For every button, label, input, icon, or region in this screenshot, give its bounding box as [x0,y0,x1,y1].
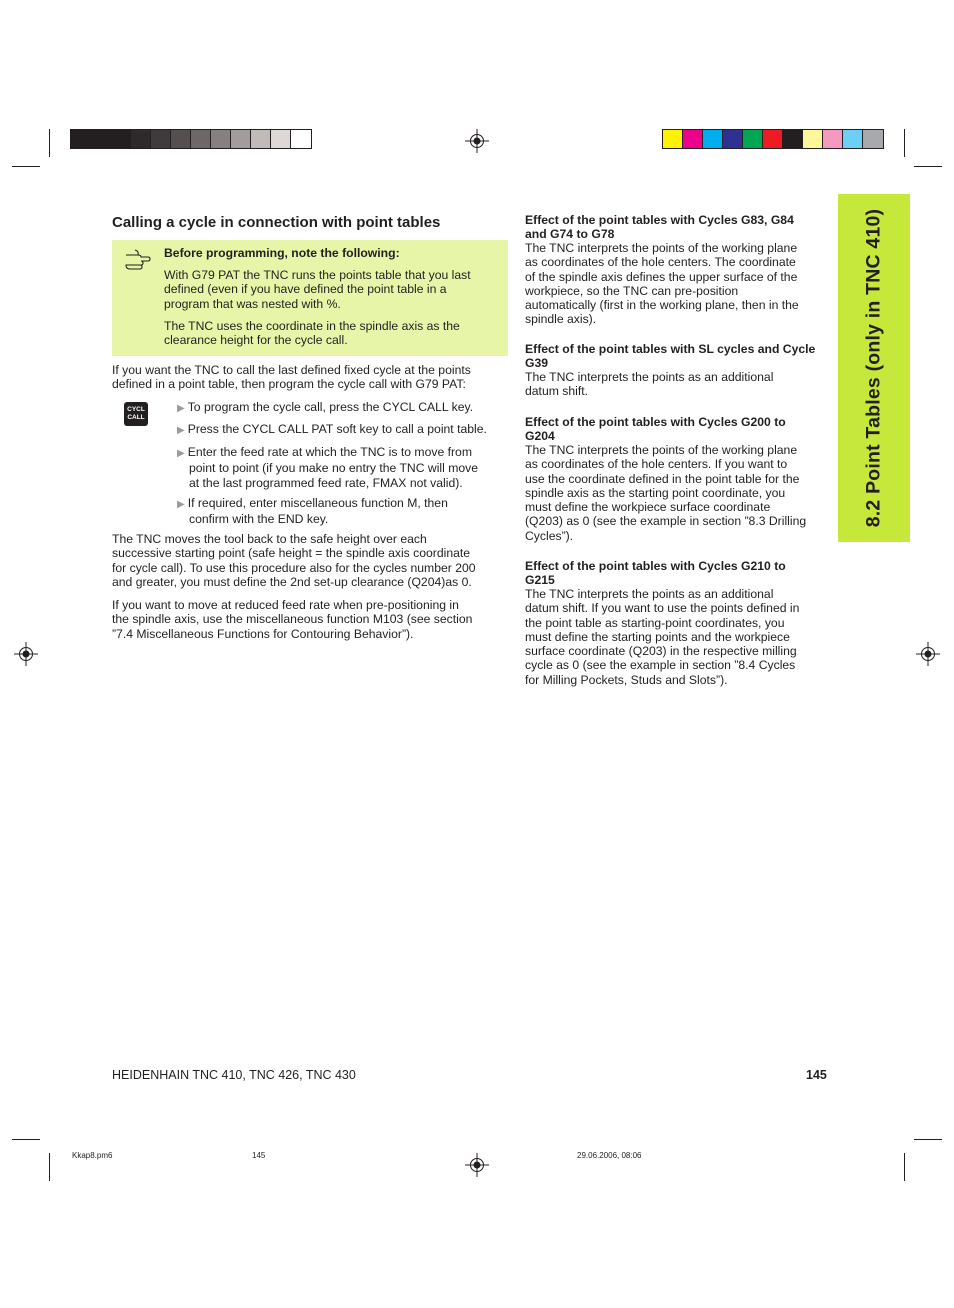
text-line: datum shift. [525,384,588,399]
chapter-side-tab-label: 8.2 Point Tables (only in TNC 410) [862,208,885,528]
block-heading: G204 [525,429,555,443]
chapter-side-tab [838,194,910,542]
text-line: datum shift. If you want to use the points defined in [525,601,800,616]
color-swatch [663,130,683,148]
text-line: Cycles”). [525,528,574,543]
right-block-g200 [525,415,831,543]
text-line: for Milling Pockets, Studs and Slots”). [525,672,728,687]
color-swatch [131,130,151,148]
step-item [177,422,519,438]
text-line: use the coordinate defined in the point table for the [525,471,800,486]
block-heading: G215 [525,573,555,587]
text-line: clearance height for the cycle call. [164,333,348,348]
registration-mark-icon [14,642,38,666]
step-arrow-icon: ▶ [177,403,185,414]
text-line: workpiece, so the TNC can pre-position [525,283,739,298]
color-swatch [803,130,823,148]
cycl-call-key-icon [124,402,148,426]
page-number: 145 [806,1068,827,1082]
crop-mark [914,1139,942,1140]
right-block-sl [525,342,831,399]
color-swatch [151,130,171,148]
text-line: The TNC interprets the points as an additional [525,587,774,601]
text-line: If required, enter miscellaneous function M, then [187,496,448,510]
text-line: for cycle call). To use this procedure also for the cycles number 200 [112,560,476,575]
crop-mark [49,1153,50,1181]
text-line: (Q203) as 0 (see the example in section ”8.3 Drilling [525,514,807,529]
text-line: If you want the TNC to call the last defined fixed cycle at the points [112,363,471,377]
text-line: If you want to move at reduced feed rate when pre-positioning in [112,598,459,612]
step-item [177,445,519,490]
registration-mark-icon [916,642,940,666]
step-item [177,496,519,527]
slug-file: Kkap8.pm6 [72,1151,113,1160]
crop-mark [49,129,50,157]
step-arrow-icon: ▶ [177,499,185,510]
text-line: of the spindle axis defines the upper surface of the [525,269,798,284]
crop-mark [12,166,40,167]
color-swatch-strip [662,129,884,149]
text-line: as coordinates of the hole centers. The coordinate [525,255,796,270]
text-line: as coordinates of the hole centers. If you want to [525,457,788,472]
text-line: Press the CYCL CALL PAT soft key to call a point table. [187,422,487,436]
footer-product-line: HEIDENHAIN TNC 410, TNC 426, TNC 430 [112,1068,356,1082]
slug-page: 145 [252,1151,266,1160]
crop-mark [904,1153,905,1181]
note-paragraph-2 [164,319,500,348]
text-line: and greater, you must define the 2nd set-up clearance (Q204)as 0. [112,574,472,589]
registration-mark-icon [465,1153,489,1177]
step-arrow-icon: ▶ [177,448,185,459]
crop-mark [12,1139,40,1140]
moves-back-paragraph [112,532,504,589]
text-line: point to point (if you make no entry the TNC will move [189,461,479,476]
text-line: program that was nested with %. [164,296,341,311]
color-swatch [251,130,271,148]
text-line: must define the starting points and the workpiece [525,629,790,644]
color-swatch [191,130,211,148]
text-line: The TNC moves the tool back to the safe height over each [112,532,427,546]
color-swatch [291,130,311,148]
slug-date: 29.06.2006, 08:06 [577,1151,642,1160]
color-swatch [71,130,91,148]
pointing-hand-icon [124,247,152,271]
step-item [177,400,519,416]
key-label-line: CYCL [127,406,145,413]
text-line: cycle as 0 (see the example in section ”8.4 Cycles [525,658,796,673]
right-block-g210 [525,559,831,687]
text-line: successive starting point (safe height = the spindle axis coordinate [112,546,471,561]
color-swatch [111,130,131,148]
color-swatch [783,130,803,148]
right-block-g83 [525,213,831,327]
color-swatch [703,130,723,148]
crop-mark [904,129,905,157]
step-arrow-icon: ▶ [177,425,185,436]
text-line: defined in a point table, then program the cycle call with G79 PAT: [112,377,466,392]
text-line: at the last programmed feed rate, FMAX not valid). [189,475,463,490]
color-swatch [171,130,191,148]
color-swatch [843,130,863,148]
color-swatch [231,130,251,148]
text-line: must define the workpiece surface coordinate [525,500,771,515]
grayscale-swatch-strip [70,129,312,149]
text-line: The TNC interprets the points as an additional [525,370,774,384]
color-swatch [823,130,843,148]
color-swatch [271,130,291,148]
color-swatch [91,130,111,148]
registration-mark-icon [465,129,489,153]
block-heading: Effect of the point tables with Cycles G83, G84 [525,213,794,227]
text-line: spindle axis as the starting point coordinate, you [525,485,786,500]
text-line: surface coordinate (Q203) in the respective milling [525,644,797,659]
text-line: The TNC interprets the points of the working plane [525,241,798,255]
text-line: To program the cycle call, press the CYCL CALL key. [187,400,474,414]
text-line: defined (even if you have defined the point table in a [164,282,447,297]
text-line: confirm with the END key. [189,512,329,527]
text-line: the spindle axis, use the miscellaneous function M103 (see section [112,612,473,627]
section-title: Calling a cycle in connection with point tables [112,214,441,231]
text-line: Enter the feed rate at which the TNC is to move from [187,445,472,459]
color-swatch [683,130,703,148]
color-swatch [863,130,883,148]
block-heading: Effect of the point tables with Cycles G210 to [525,559,786,573]
key-label-line: CALL [127,414,145,421]
text-line: spindle axis). [525,312,597,327]
text-line: The TNC uses the coordinate in the spindle axis as the [164,319,460,333]
block-heading: Effect of the point tables with SL cycles and Cycle [525,342,816,356]
reduced-feed-paragraph [112,598,504,641]
crop-mark [914,166,942,167]
color-swatch [763,130,783,148]
color-swatch [211,130,231,148]
color-swatch [743,130,763,148]
text-line: automatically (first in the working plane, then in the [525,298,799,313]
text-line: The TNC interprets the points of the working plane [525,443,798,457]
intro-paragraph [112,363,504,392]
block-heading: Effect of the point tables with Cycles G200 to [525,415,786,429]
text-line: With G79 PAT the TNC runs the points table that you last [164,268,471,282]
color-swatch [723,130,743,148]
block-heading: G39 [525,356,549,370]
note-heading: Before programming, note the following: [164,246,400,260]
text-line: the point table as starting-point coordinates, you [525,615,785,630]
note-paragraph-1 [164,268,500,311]
text-line: ”7.4 Miscellaneous Functions for Contouring Behavior”). [112,626,414,641]
block-heading: and G74 to G78 [525,227,615,241]
